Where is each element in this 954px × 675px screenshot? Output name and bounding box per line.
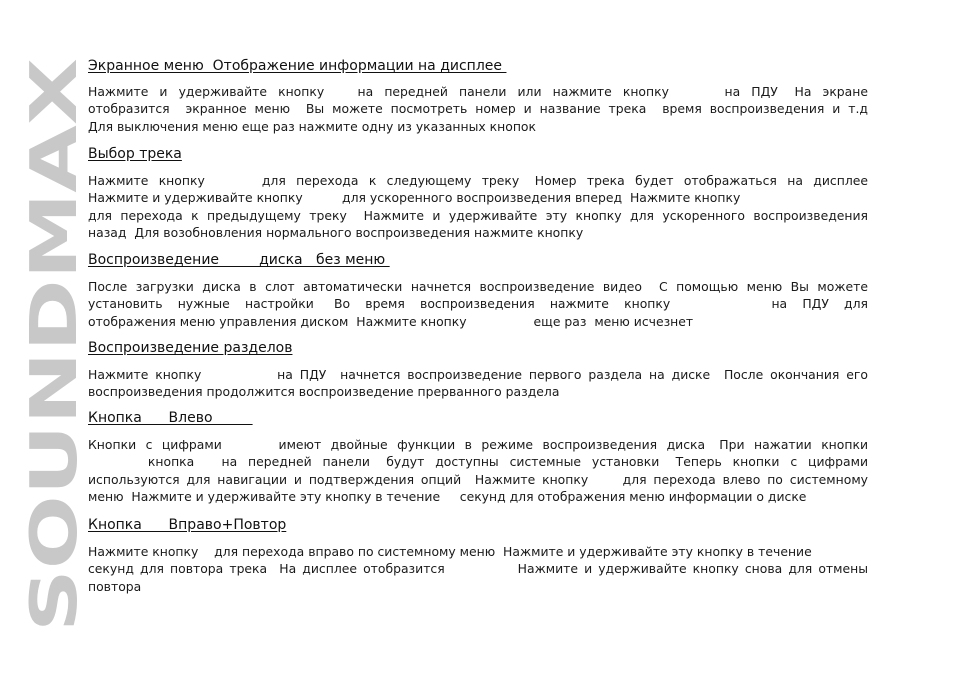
text-line: установить нужные настройки Во время воспроизведения нажмите кнопку на ПДУ для bbox=[88, 296, 868, 312]
text-line: для перехода к предыдущему треку Нажмите и удерживайте эту кнопку для ускоренного воспроизведения bbox=[88, 207, 868, 223]
text-line: меню Нажмите и удерживайте эту кнопку в течение секунд для отображения меню информации о диске bbox=[88, 488, 807, 504]
section-paragraph bbox=[88, 278, 868, 330]
section-paragraph bbox=[88, 436, 868, 505]
section-right-repeat-button bbox=[88, 516, 868, 595]
text-line: Нажмите кнопку на ПДУ начнется воспроизведение первого раздела на диске После окончания его bbox=[88, 367, 868, 382]
text-line: кнопка на передней панели будут доступны системные установки Теперь кнопки с цифрами bbox=[88, 454, 868, 470]
text-line: Для выключения меню еще раз нажмите одну из указанных кнопок bbox=[88, 118, 536, 134]
text-line: После загрузки диска в слот автоматически начнется воспроизведение видео С помощью меню Вы можете bbox=[88, 279, 868, 294]
svg-text:SOUNDMAX: SOUNDMAX bbox=[18, 210, 92, 632]
section-playback-no-menu bbox=[88, 251, 868, 330]
section-heading: Выбор трека bbox=[88, 146, 182, 162]
text-line: повтора bbox=[88, 578, 142, 594]
text-line: назад Для возобновления нормального воспроизведения нажмите кнопку bbox=[88, 224, 584, 240]
section-chapter-playback bbox=[88, 339, 868, 401]
text-line: Нажмите кнопку для перехода к следующему треку Номер трека будет отображаться на дисплее bbox=[88, 173, 868, 188]
soundmax-logo bbox=[18, 58, 92, 632]
section-heading: Кнопка Вправо+Повтор bbox=[88, 517, 287, 533]
text-line: секунд для повтора трека На дисплее отобразится Нажмите и удерживайте кнопку снова для отмены bbox=[88, 561, 868, 577]
text-line: воспроизведения продолжится воспроизведение прерванного раздела bbox=[88, 384, 560, 400]
section-heading: Кнопка Влево bbox=[88, 410, 253, 426]
section-heading: Экранное меню Отображение информации на дисплее bbox=[88, 58, 507, 74]
section-left-button bbox=[88, 409, 868, 505]
section-paragraph bbox=[88, 543, 868, 595]
text-line: Нажмите и удерживайте кнопку на передней панели или нажмите кнопку на ПДУ На экране bbox=[88, 84, 868, 99]
section-paragraph bbox=[88, 366, 868, 401]
text-line: Кнопки с цифрами имеют двойные функции в режиме воспроизведения диска При нажатии кнопки bbox=[88, 437, 868, 452]
section-heading: Воспроизведение разделов bbox=[88, 340, 293, 356]
section-track-select bbox=[88, 145, 868, 241]
section-paragraph bbox=[88, 83, 868, 135]
text-line: отобразится экранное меню Вы можете посмотреть номер и название трека время воспроизведения и т.д bbox=[88, 101, 868, 117]
text-line: Нажмите кнопку для перехода вправо по системному меню Нажмите и удерживайте эту кнопку в течение bbox=[88, 544, 812, 559]
text-line: Нажмите и удерживайте кнопку для ускоренного воспроизведения вперед Нажмите кнопку bbox=[88, 190, 741, 206]
text-line: отображения меню управления диском Нажмите кнопку еще раз меню исчезнет bbox=[88, 313, 694, 329]
section-osd-menu bbox=[88, 57, 868, 135]
text-line: используются для навигации и подтверждения опций Нажмите кнопку для перехода влево по системному bbox=[88, 471, 868, 487]
section-paragraph bbox=[88, 172, 868, 241]
section-heading: Воспроизведение диска без меню bbox=[88, 252, 390, 268]
